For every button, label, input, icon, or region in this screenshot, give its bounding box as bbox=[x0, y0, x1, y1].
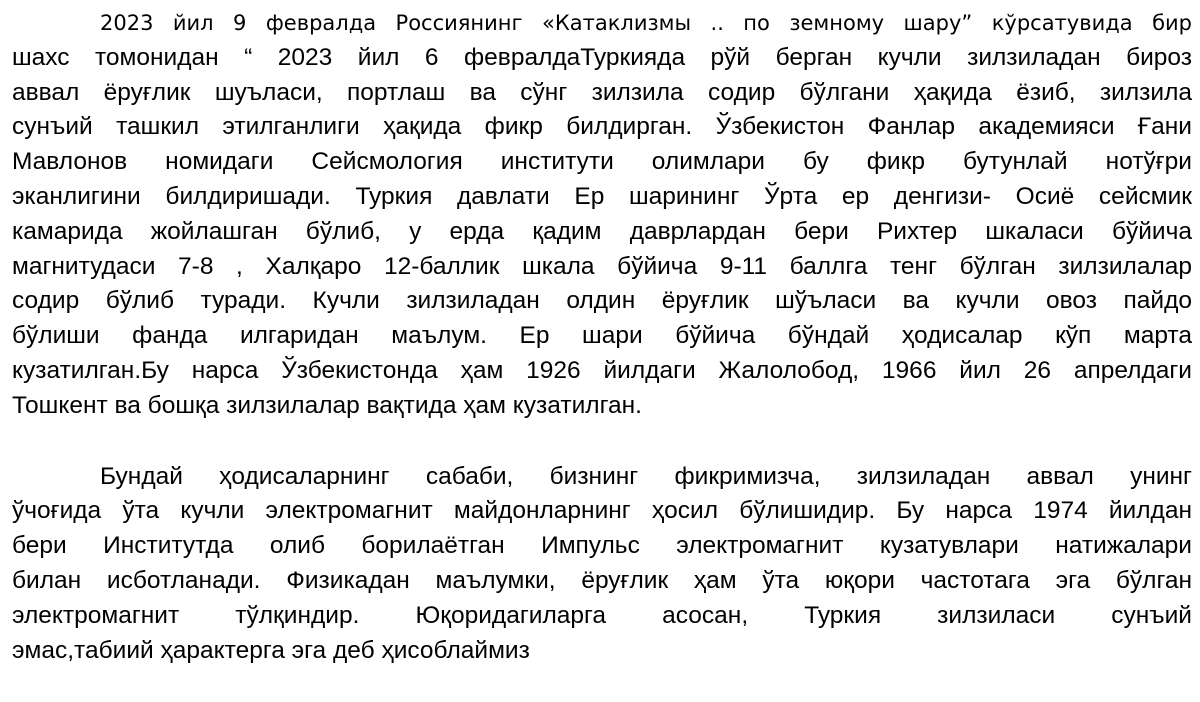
paragraph-1-line-5: Мавлонов номидаги Сейсмология институти олимлари бу фикр бутунлай нотўғри bbox=[12, 148, 1192, 176]
paragraph-1-line-10: бўлиши фанда илгаридан маълум. Ер шари бўйича бўндай ҳодисалар кўп марта bbox=[12, 322, 1192, 350]
paragraph-2-line-1: Бундай ҳодисаларнинг сабаби, бизнинг фикримизча, зилзиладан аввал унинг bbox=[100, 462, 1192, 490]
paragraph-2-line-2: ўчоғида ўта кучли электромагнит майдонларнинг ҳосил бўлишидир. Бу нарса 1974 йилдан bbox=[12, 497, 1192, 525]
paragraph-spacer bbox=[12, 424, 1192, 460]
paragraph-1-line-6: эканлигини билдиришади. Туркия давлати Ер шарининг Ўрта ер денгизи- Осиё сейсмик bbox=[12, 182, 1192, 210]
paragraph-1-line-2: шахс томонидан “ 2023 йил 6 февралдаТуркияда рўй берган кучли зилзиладан бироз bbox=[12, 43, 1192, 71]
paragraph-1-line-8: магнитудаси 7-8 , Халқаро 12-баллик шкала бўйича 9-11 баллга тенг бўлган зилзилалар bbox=[12, 252, 1192, 280]
paragraph-1-line-7: камарида жойлашган бўлиб, у ерда қадим даврлардан бери Рихтер шкаласи бўйича bbox=[12, 217, 1192, 245]
paragraph-1-line-4: сунъий ташкил этилганлиги ҳақида фикр билдирган. Ўзбекистон Фанлар академияси Ғани bbox=[12, 113, 1192, 141]
paragraph-1-line-9: содир бўлиб туради. Кучли зилзиладан олдин ёруғлик шўъласи ва кучли овоз пайдо bbox=[12, 287, 1192, 315]
paragraph-2-line-6: эмас,табиий ҳарактерга эга деб ҳисоблаймиз bbox=[12, 636, 530, 664]
document-body bbox=[12, 6, 1192, 668]
paragraph-2 bbox=[12, 460, 1192, 669]
paragraph-1-line-11: кузатилган.Бу нарса Ўзбекистонда ҳам 1926 йилдаги Жалолобод, 1966 йил 26 апрелдаги bbox=[12, 356, 1192, 384]
paragraph-1-line-3: аввал ёруғлик шуъласи, портлаш ва сўнг зилзила содир бўлгани ҳақида ёзиб, зилзила bbox=[12, 78, 1192, 106]
paragraph-1-line-12: Тошкент ва бошқа зилзилалар вақтида ҳам кузатилган. bbox=[12, 391, 642, 419]
paragraph-1 bbox=[12, 6, 1192, 424]
paragraph-2-line-3: бери Институтда олиб борилаётган Импульс электромагнит кузатувлари натижалари bbox=[12, 532, 1192, 560]
paragraph-2-line-5: электромагнит тўлқиндир. Юқоридагиларга асосан, Туркия зилзиласи сунъий bbox=[12, 601, 1192, 629]
paragraph-1-line-1: 2023 йил 9 февралда Россиянинг «Катаклизмы .. по земному шару” кўрсатувида бир bbox=[100, 11, 1192, 35]
paragraph-2-line-4: билан исботланади. Физикадан маълумки, ёруғлик ҳам ўта юқори частотага эга бўлган bbox=[12, 566, 1192, 594]
